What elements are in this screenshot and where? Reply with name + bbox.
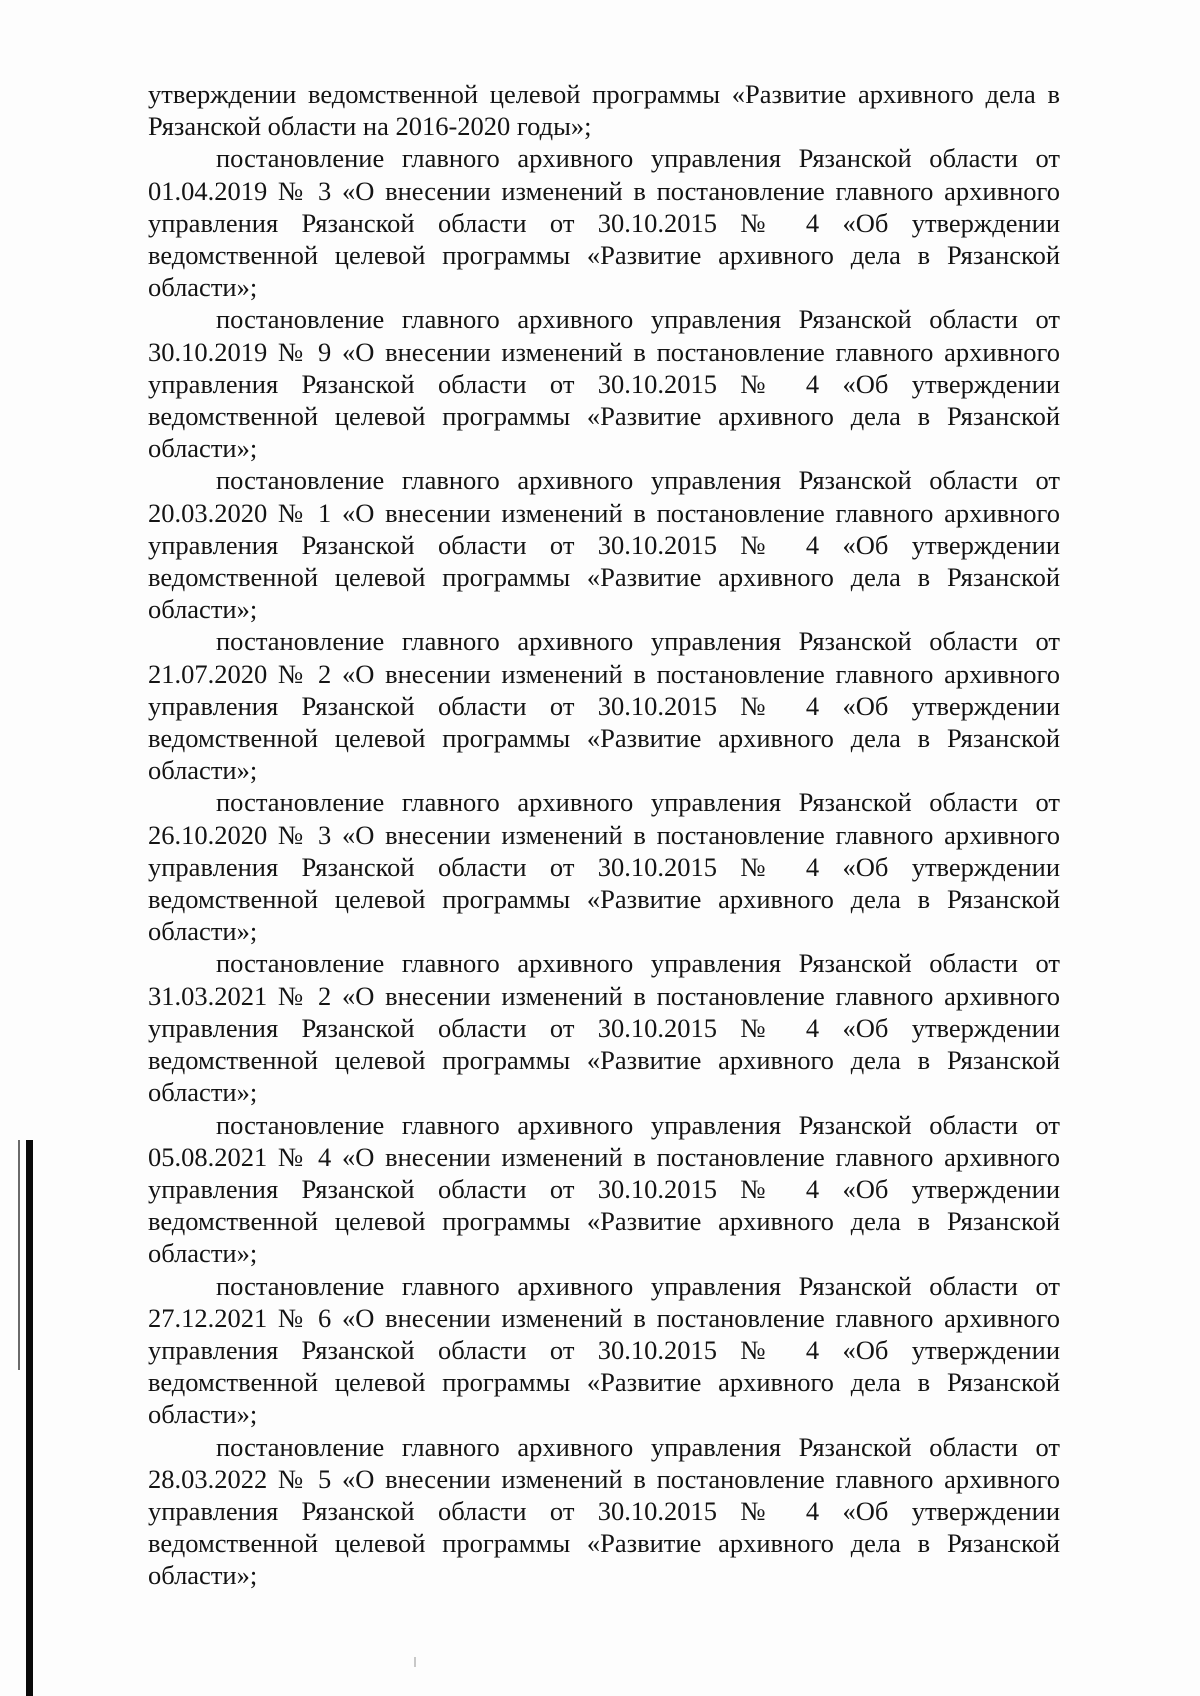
paragraph-resolution-2019-04-01: постановление главного архивного управления Рязанской области от 01.04.2019 № 3 «О внесении изменений в постановление главного архивного управления Рязанской области от 30.10.2015 № 4 «Об утверждении ведомственной целевой программы «Развитие архивного дела в Рязанской области»;: [148, 143, 1060, 303]
paragraph-continuation: утверждении ведомственной целевой программы «Развитие архивного дела в Рязанской области на 2016-2020 годы»;: [148, 79, 1060, 142]
paragraph-resolution-2020-07-21: постановление главного архивного управления Рязанской области от 21.07.2020 № 2 «О внесении изменений в постановление главного архивного управления Рязанской области от 30.10.2015 № 4 «Об утверждении ведомственной целевой программы «Развитие архивного дела в Рязанской области»;: [148, 626, 1060, 786]
paragraph-resolution-2022-03-28: постановление главного архивного управления Рязанской области от 28.03.2022 № 5 «О внесении изменений в постановление главного архивного управления Рязанской области от 30.10.2015 № 4 «Об утверждении ведомственной целевой программы «Развитие архивного дела в Рязанской области»;: [148, 1431, 1060, 1591]
document-page: [148, 78, 1060, 1592]
paragraph-resolution-2021-03-31: постановление главного архивного управления Рязанской области от 31.03.2021 № 2 «О внесении изменений в постановление главного архивного управления Рязанской области от 30.10.2015 № 4 «Об утверждении ведомственной целевой программы «Развитие архивного дела в Рязанской области»;: [148, 948, 1060, 1108]
paragraph-resolution-2019-10-30: постановление главного архивного управления Рязанской области от 30.10.2019 № 9 «О внесении изменений в постановление главного архивного управления Рязанской области от 30.10.2015 № 4 «Об утверждении ведомственной целевой программы «Развитие архивного дела в Рязанской области»;: [148, 304, 1060, 464]
paragraph-resolution-2020-10-26: постановление главного архивного управления Рязанской области от 26.10.2020 № 3 «О внесении изменений в постановление главного архивного управления Рязанской области от 30.10.2015 № 4 «Об утверждении ведомственной целевой программы «Развитие архивного дела в Рязанской области»;: [148, 787, 1060, 947]
scan-edge-shadow: [26, 1140, 33, 1696]
paragraph-resolution-2020-03-20: постановление главного архивного управления Рязанской области от 20.03.2020 № 1 «О внесении изменений в постановление главного архивного управления Рязанской области от 30.10.2015 № 4 «Об утверждении ведомственной целевой программы «Развитие архивного дела в Рязанской области»;: [148, 465, 1060, 625]
paragraph-resolution-2021-08-05: постановление главного архивного управления Рязанской области от 05.08.2021 № 4 «О внесении изменений в постановление главного архивного управления Рязанской области от 30.10.2015 № 4 «Об утверждении ведомственной целевой программы «Развитие архивного дела в Рязанской области»;: [148, 1109, 1060, 1269]
scan-speck: [414, 1657, 416, 1667]
paragraph-resolution-2021-12-27: постановление главного архивного управления Рязанской области от 27.12.2021 № 6 «О внесении изменений в постановление главного архивного управления Рязанской области от 30.10.2015 № 4 «Об утверждении ведомственной целевой программы «Развитие архивного дела в Рязанской области»;: [148, 1270, 1060, 1430]
scan-edge-line: [18, 1140, 20, 1370]
